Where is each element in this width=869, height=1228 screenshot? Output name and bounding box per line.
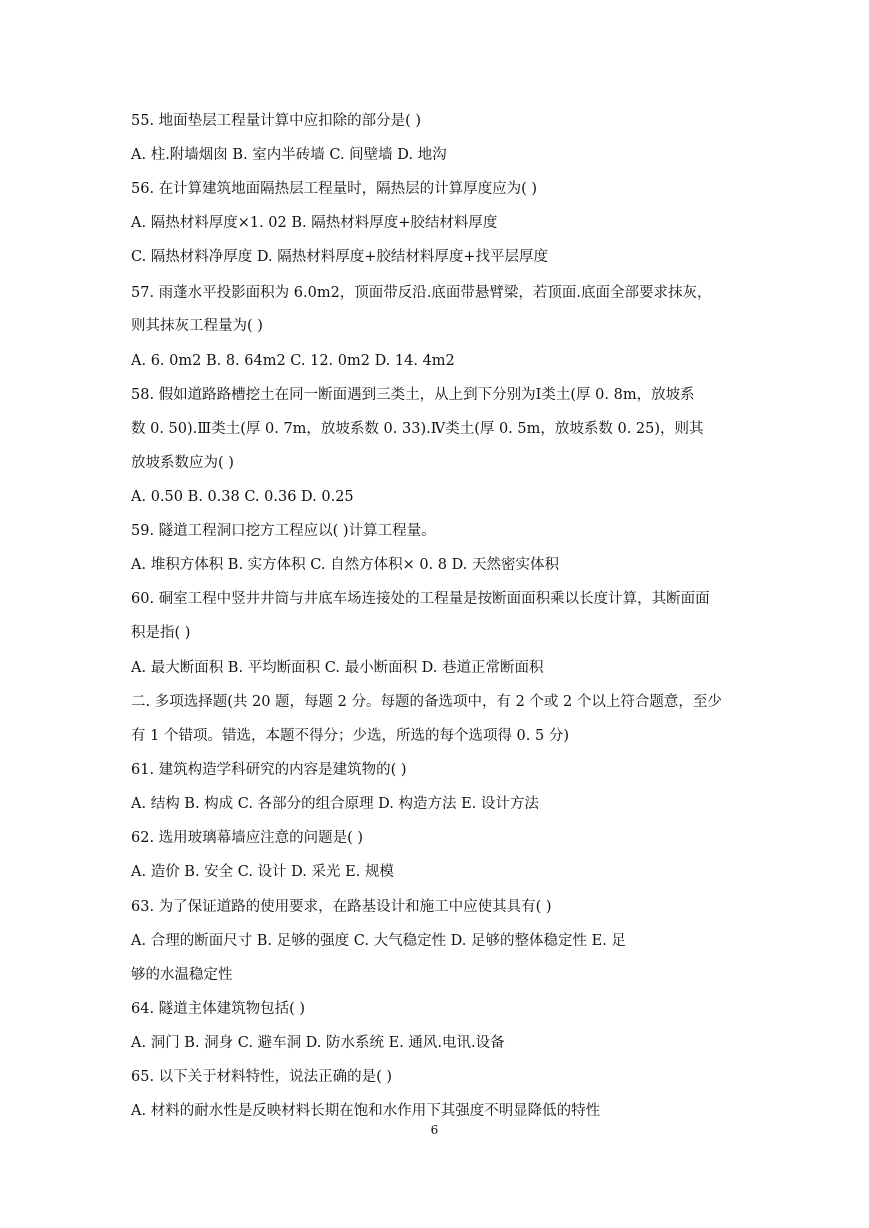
options-61: A. 结构 B. 构成 C. 各部分的组合原理 D. 构造方法 E. 设计方法 <box>131 796 539 812</box>
question-57-line1: 57. 雨蓬水平投影面积为 6.0m2，顶面带反沿.底面带悬臂梁，若顶面.底面全部要求抹灰， <box>131 285 712 301</box>
options-63-line1: A. 合理的断面尺寸 B. 足够的强度 C. 大气稳定性 D. 足够的整体稳定性 E. 足 <box>131 933 626 949</box>
question-58-line1: 58. 假如道路路槽挖土在同一断面遇到三类土，从上到下分别为Ⅰ类土(厚 0. 8m，放坡系 <box>131 387 695 403</box>
section-heading-line2: 有 1 个错项。错选，本题不得分；少选，所选的每个选项得 0. 5 分) <box>131 728 569 744</box>
option-65-a: A. 材料的耐水性是反映材料长期在饱和水作用下其强度不明显降低的特性 <box>131 1103 601 1119</box>
options-56-cd: C. 隔热材料净厚度 D. 隔热材料厚度+胶结材料厚度+找平层厚度 <box>131 249 549 265</box>
question-57-line2: 则其抹灰工程量为( ) <box>131 318 263 334</box>
question-58-line2: 数 0. 50).Ⅲ类土(厚 0. 7m，放坡系数 0. 33).Ⅳ类土(厚 0. 5m，放坡系数 0. 25)，则其 <box>131 421 704 437</box>
question-60-line2: 积是指( ) <box>131 625 191 641</box>
question-60-line1: 60. 硐室工程中竖井井筒与井底车场连接处的工程量是按断面面积乘以长度计算，其断面面 <box>131 591 710 607</box>
question-56: 56. 在计算建筑地面隔热层工程量时，隔热层的计算厚度应为( ) <box>131 181 538 197</box>
question-59: 59. 隧道工程洞口挖方工程应以( )计算工程量。 <box>131 523 436 539</box>
options-62: A. 造价 B. 安全 C. 设计 D. 采光 E. 规模 <box>131 864 394 880</box>
question-65: 65. 以下关于材料特性，说法正确的是( ) <box>131 1069 393 1085</box>
question-55: 55. 地面垫层工程量计算中应扣除的部分是( ) <box>131 113 422 129</box>
options-59: A. 堆积方体积 B. 实方体积 C. 自然方体积× 0. 8 D. 天然密实体积 <box>131 557 559 573</box>
question-58-line3: 放坡系数应为( ) <box>131 455 234 471</box>
options-58: A. 0.50 B. 0.38 C. 0.36 D. 0.25 <box>131 489 354 505</box>
question-63: 63. 为了保证道路的使用要求，在路基设计和施工中应使其具有( ) <box>131 899 552 915</box>
question-61: 61. 建筑构造学科研究的内容是建筑物的( ) <box>131 762 407 778</box>
options-55: A. 柱.附墙烟囱 B. 室内半砖墙 C. 间壁墙 D. 地沟 <box>131 147 447 163</box>
options-60: A. 最大断面积 B. 平均断面积 C. 最小断面积 D. 巷道正常断面积 <box>131 660 544 676</box>
question-62: 62. 选用玻璃幕墙应注意的问题是( ) <box>131 830 364 846</box>
question-64: 64. 隧道主体建筑物包括( ) <box>131 1001 306 1017</box>
page-number: 6 <box>430 1123 439 1137</box>
options-57: A. 6. 0m2 B. 8. 64m2 C. 12. 0m2 D. 14. 4m2 <box>131 353 455 369</box>
section-heading-line1: 二. 多项选择题(共 20 题，每题 2 分。每题的备选项中，有 2 个或 2 个以上符合题意，至少 <box>131 694 722 710</box>
options-64: A. 洞门 B. 洞身 C. 避车洞 D. 防水系统 E. 通风.电讯.设备 <box>131 1035 505 1051</box>
options-56-ab: A. 隔热材料厚度×1. 02 B. 隔热材料厚度+胶结材料厚度 <box>131 215 498 231</box>
options-63-line2: 够的水温稳定性 <box>131 967 233 983</box>
